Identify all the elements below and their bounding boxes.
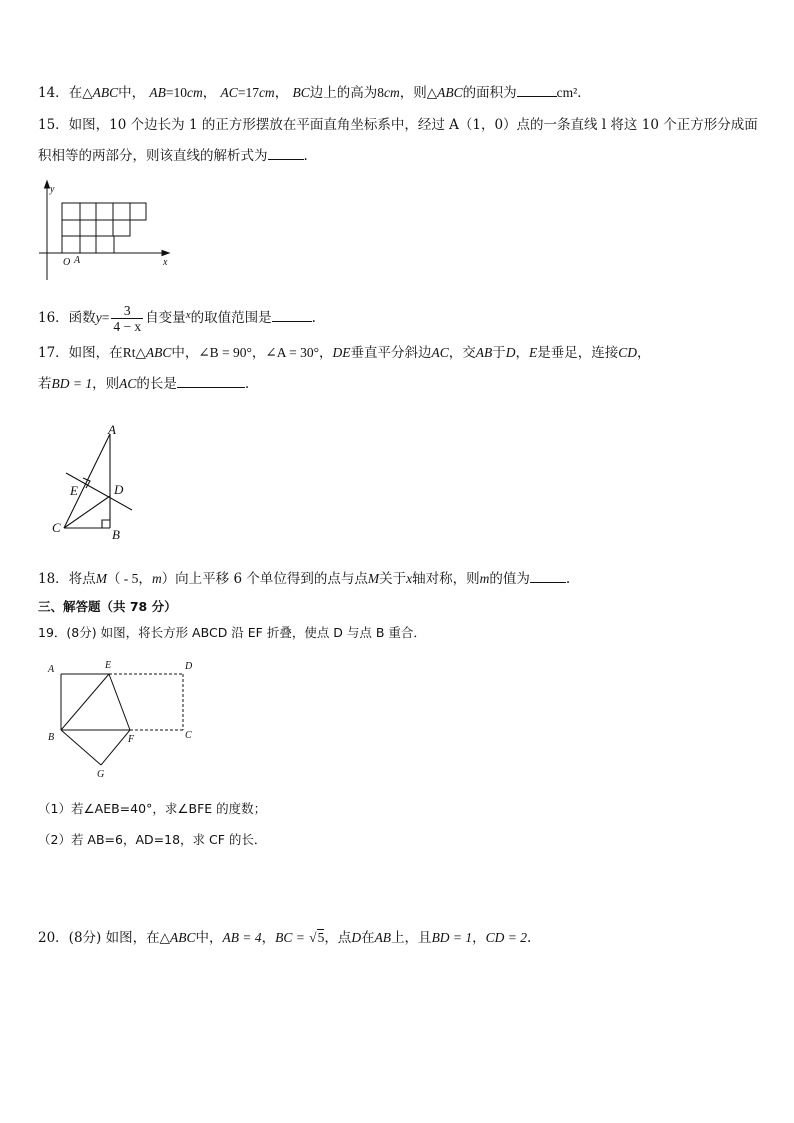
- q18-text: ）向上平移 6 个单位得到的点与点: [161, 571, 368, 587]
- q17-text: ，: [637, 345, 651, 361]
- label-f: F: [128, 734, 135, 745]
- q20-text: 20．(8分) 如图，在: [38, 930, 160, 946]
- q17-figure: [48, 418, 148, 544]
- q19-figure: [42, 656, 202, 780]
- fraction-denominator: 4 − x: [113, 319, 142, 334]
- label-e: E: [70, 483, 78, 498]
- point-d: D: [351, 930, 362, 945]
- label-b: B: [48, 732, 55, 743]
- q14-triangle-name: ABC: [437, 85, 463, 100]
- q18-text: 轴对称，则: [412, 571, 480, 587]
- right-angle-b: [102, 520, 110, 528]
- label-c: C: [52, 520, 61, 535]
- answer-blank[interactable]: [517, 84, 557, 97]
- q20-text: ，点: [324, 930, 352, 946]
- q14-ab: AB: [149, 85, 166, 100]
- q20-triangle-name: ABC: [169, 930, 196, 945]
- fraction: [111, 303, 143, 334]
- answer-blank[interactable]: [177, 375, 245, 388]
- question-15-line1: 15．如图，10 个边长为 1 的正方形摆放在平面直角坐标系中，经过 A（1，0）点的一条直线 l 将这 10 个正方形分成面: [38, 117, 758, 133]
- q14-text: 中，: [118, 85, 146, 101]
- sqrt-symbol: √: [309, 930, 317, 945]
- label-g: G: [97, 769, 105, 780]
- period: ．: [577, 85, 591, 101]
- y-axis-arrow: [45, 181, 50, 188]
- question-17-line2: [38, 375, 249, 393]
- q16-text: 16．函数: [38, 310, 96, 326]
- label-e: E: [105, 660, 112, 671]
- q17-triangle-name: ABC: [145, 345, 172, 360]
- origin-label: O: [63, 257, 71, 268]
- q18-text: 关于: [379, 571, 407, 587]
- x-axis-arrow: [162, 251, 169, 256]
- triangle-symbol: △: [426, 85, 438, 101]
- q14-text: ，则: [399, 85, 427, 101]
- point-m: M: [367, 571, 380, 586]
- q18-text: （ - 5，: [106, 571, 152, 586]
- equals: =: [165, 85, 174, 100]
- unit: cm: [187, 85, 203, 100]
- segment-be: [61, 674, 109, 730]
- q14-text: 边上的高为: [309, 85, 378, 101]
- question-16: [38, 300, 316, 334]
- angle-b: ∠B = 90°: [198, 345, 252, 360]
- q20-ab: AB = 4: [222, 930, 262, 945]
- q17-text: 于: [492, 345, 506, 361]
- segment-bg: [61, 730, 101, 765]
- var-m: m: [479, 571, 490, 586]
- q14-triangle-name: ABC: [92, 85, 119, 100]
- point-m: M: [95, 571, 107, 586]
- q20-cd: CD = 2: [485, 930, 528, 945]
- comma: ，: [472, 930, 486, 946]
- point-a-label: A: [74, 255, 81, 266]
- segment-ac: [64, 434, 110, 528]
- comma: ，: [274, 85, 289, 101]
- sqrt-radicand: 5: [317, 930, 325, 945]
- equals: =: [101, 310, 110, 325]
- fraction-numerator: 3: [111, 303, 143, 319]
- q16-x: x: [185, 309, 191, 321]
- q17-text: 17．如图，在: [38, 345, 123, 361]
- period: .: [303, 148, 308, 164]
- period: .: [244, 376, 250, 392]
- q20-text: 上，且: [391, 930, 432, 946]
- x-label: x: [163, 257, 168, 268]
- q15-text: 积相等的两部分，则该直线的解析式为: [38, 148, 268, 164]
- section-heading: 三、解答题（共 78 分）: [38, 599, 177, 614]
- var-m: m: [151, 571, 162, 586]
- segment-ac: AC: [431, 345, 449, 360]
- period: .: [527, 930, 532, 946]
- q18-text: 18．将点: [38, 571, 96, 587]
- q17-text: 若: [38, 376, 52, 392]
- q17-text: 的长是: [136, 376, 177, 392]
- q17-text: ，交: [448, 345, 476, 361]
- unit: cm: [384, 85, 400, 100]
- q16-text: 的取值范围是: [190, 310, 272, 326]
- comma: ，: [251, 345, 266, 361]
- q17-bd: BD = 1: [51, 376, 93, 391]
- q16-y: y: [95, 310, 102, 325]
- point-d: D: [505, 345, 516, 360]
- q17-text: 是垂足，连接: [537, 345, 619, 361]
- comma: ，: [261, 930, 276, 946]
- q14-text: 在: [68, 85, 83, 101]
- segment-cd: [64, 496, 110, 528]
- period: .: [565, 571, 571, 587]
- triangle-symbol: △: [159, 930, 170, 946]
- segment-gf: [101, 730, 130, 765]
- q14-text: 的面积为: [462, 85, 517, 101]
- segment-cd: CD: [618, 345, 638, 360]
- label-a: A: [108, 422, 116, 437]
- question-15-line2: [38, 147, 308, 165]
- q14-ac: AC: [220, 85, 238, 100]
- question-14: [38, 84, 591, 102]
- question-20: [38, 929, 531, 947]
- q20-text: 在: [361, 930, 375, 946]
- question-18: [38, 570, 570, 588]
- var-x: x: [406, 571, 413, 586]
- q18-text: 的值为: [489, 571, 530, 587]
- comma: ，: [202, 85, 217, 101]
- answer-blank[interactable]: [268, 147, 304, 160]
- q14-ab-value: 10: [173, 85, 187, 100]
- question-17-line1: [38, 344, 651, 362]
- answer-blank[interactable]: [530, 570, 566, 583]
- label-c: C: [185, 730, 192, 741]
- triangle-symbol: △: [82, 85, 93, 101]
- question-19-head: 19．(8分) 如图，将长方形 ABCD 沿 EF 折叠，使点 D 与点 B 重合．: [38, 625, 426, 640]
- segment-ab: AB: [374, 930, 392, 945]
- q17-text: ，: [515, 345, 529, 361]
- q17-rt: Rt△: [122, 345, 146, 360]
- q17-text: ，则: [92, 376, 120, 392]
- q14-number: 14．: [38, 85, 69, 101]
- unit-squared: cm²: [556, 85, 578, 100]
- y-label: y: [50, 184, 55, 195]
- comma: ，: [318, 345, 333, 361]
- question-19-part1: （1）若∠AEB=40°，求∠BFE 的度数；: [38, 801, 267, 816]
- q14-bc: BC: [292, 85, 310, 100]
- q20-text: 中，: [195, 930, 223, 946]
- q16-text: 自变量: [145, 310, 186, 326]
- label-a: A: [48, 664, 55, 675]
- label-d: D: [114, 482, 124, 497]
- label-b: B: [112, 527, 120, 542]
- segment-ab: AB: [475, 345, 493, 360]
- segment-de: DE: [332, 345, 351, 360]
- q17-text: 垂直平分斜边: [350, 345, 432, 361]
- period: .: [311, 310, 316, 326]
- q20-bc: BC =: [275, 930, 305, 945]
- q15-figure: [36, 178, 176, 286]
- label-d: D: [185, 661, 193, 672]
- question-19-part2: （2）若 AB=6，AD=18，求 CF 的长．: [38, 832, 267, 847]
- square-row-top: [62, 203, 146, 220]
- equals: =: [237, 85, 246, 100]
- segment-ac: AC: [119, 376, 137, 391]
- segment-ef: [109, 674, 130, 730]
- unit: cm: [258, 85, 275, 100]
- angle-a: ∠A = 30°: [265, 345, 319, 360]
- point-e: E: [529, 345, 538, 360]
- q14-height-value: 8: [377, 85, 384, 100]
- q20-bd: BD = 1: [431, 930, 473, 945]
- answer-blank[interactable]: [272, 309, 312, 322]
- q14-ac-value: 17: [245, 85, 259, 100]
- q17-text: 中，: [171, 345, 199, 361]
